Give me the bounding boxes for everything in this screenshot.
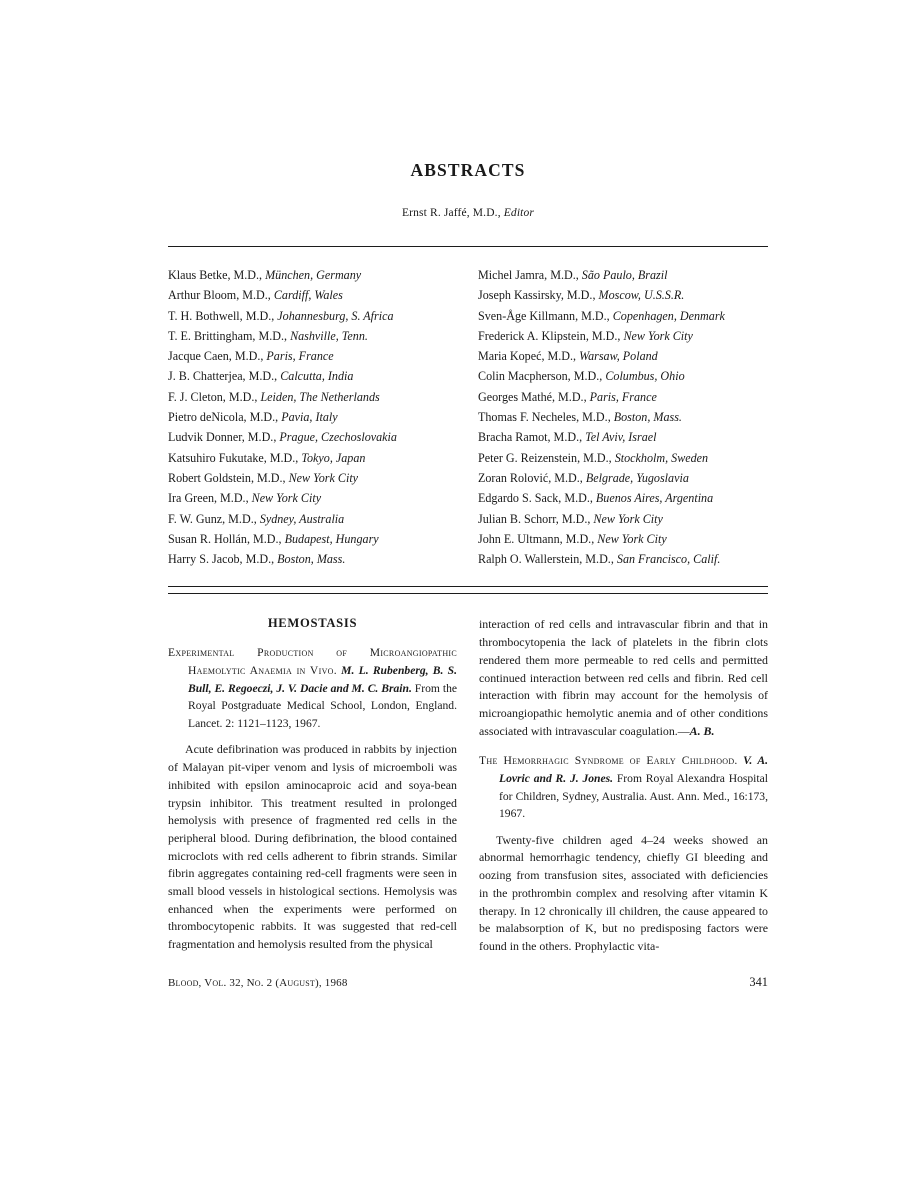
board-member-place: Pavia, Italy [281, 410, 338, 425]
divider-top [168, 246, 768, 247]
board-member-name: Klaus Betke, M.D., [168, 268, 263, 282]
board-member-place: Paris, France [266, 349, 334, 364]
board-member-place: New York City [251, 491, 322, 506]
board-member-name: Susan R. Hollán, M.D., [168, 531, 282, 546]
abstract-gap [479, 740, 768, 752]
board-member-place: New York City [288, 470, 359, 485]
board-entry [168, 468, 458, 488]
board-member-place: New York City [597, 531, 667, 546]
board-member-name: Zoran Rolović, M.D., [478, 470, 583, 485]
board-member-place: Nashville, Tenn. [290, 328, 368, 343]
board-member-name: F. W. Gunz, M.D., [168, 511, 257, 526]
editor-role: Editor [503, 207, 535, 219]
board-member-place: San Francisco, Calif. [616, 552, 721, 567]
board-entry [168, 549, 458, 569]
board-member-name: Joseph Kassirsky, M.D., [478, 288, 596, 303]
board-entry [478, 326, 768, 346]
board-entry [478, 407, 768, 427]
board-member-place: Stockholm, Sweden [614, 450, 709, 465]
board-member-place: Johannesburg, S. Africa [277, 308, 394, 323]
board-member-name: Ira Green, M.D., [168, 491, 249, 506]
abstract-1-attribution: A. B. [689, 723, 715, 738]
board-member-name: Michel Jamra, M.D., [478, 268, 579, 282]
board-member-place: Warsaw, Poland [579, 349, 658, 364]
board-member-place: München, Germany [265, 268, 362, 282]
page-title: ABSTRACTS [410, 160, 526, 180]
board-member-place: Prague, Czechoslovakia [279, 430, 397, 445]
board-member-place: Calcutta, India [280, 369, 354, 384]
journal-page [168, 0, 768, 1188]
abstract-1-title-text: Experimental Production of Microangiopathic Haemolytic Anaemia in Vivo. [168, 646, 457, 678]
section-heading-hemostasis: HEMOSTASIS [267, 616, 358, 631]
board-entry [168, 285, 458, 305]
board-member-name: Harry S. Jacob, M.D., [168, 552, 275, 567]
abstract-2-title-text: The Hemorrhagic Syndrome of Early Childhood. [479, 754, 738, 768]
masthead [168, 0, 768, 219]
board-member-name: Colin Macpherson, M.D., [478, 369, 603, 384]
board-member-place: Tel Aviv, Israel [585, 430, 657, 445]
board-member-place: São Paulo, Brazil [581, 268, 668, 282]
abstracts-column-right [479, 616, 768, 955]
board-entry [478, 285, 768, 305]
board-member-name: Ralph O. Wallerstein, M.D., [478, 552, 614, 567]
board-entry [168, 529, 458, 549]
board-member-name: T. H. Bothwell, M.D., [168, 308, 275, 323]
board-member-name: Edgardo S. Sack, M.D., [478, 491, 593, 506]
board-entry [478, 306, 768, 326]
board-entry [478, 346, 768, 366]
board-member-place: Buenos Aires, Argentina [595, 491, 714, 506]
editor-line [168, 207, 768, 219]
abstract-2-source: From Royal Alexandra Hospital for Children, Sydney, Australia. Aust. Ann. Med., 16:173, 1967. [499, 771, 768, 821]
board-entry [478, 427, 768, 447]
board-entry [478, 387, 768, 407]
board-entry [168, 366, 458, 386]
board-member-name: Sven-Åge Killmann, M.D., [478, 308, 610, 323]
board-member-name: J. B. Chatterjea, M.D., [168, 369, 278, 384]
board-member-place: Belgrade, Yugoslavia [585, 470, 689, 485]
board-member-name: Peter G. Reizenstein, M.D., [478, 450, 612, 465]
board-member-name: Georges Mathé, M.D., [478, 389, 587, 404]
board-member-name: Jacque Caen, M.D., [168, 349, 264, 364]
abstracts-body [168, 616, 768, 955]
abstract-2-authors: V. A. Lovric and R. J. Jones. [499, 754, 768, 785]
board-member-place: Cardiff, Wales [273, 288, 343, 303]
board-entry [478, 529, 768, 549]
editorial-board [168, 265, 768, 569]
board-entry [478, 265, 768, 285]
board-member-place: Moscow, U.S.S.R. [598, 288, 685, 303]
board-entry [478, 509, 768, 529]
board-member-name: Arthur Bloom, M.D., [168, 288, 271, 303]
board-member-place: Copenhagen, Denmark [612, 308, 725, 323]
board-column-right [478, 265, 768, 569]
abstract-1-body-part-2 [479, 616, 768, 740]
abstract-1-body-continuation: interaction of red cells and intravascular fibrin and that in thrombocytopenia the lack of platelets in the fibrin clots rendered them more permeable to red cells and permitted continued interaction between red cells and fibrin. Red cell interaction with fibrin may account for the hemolysis of microangiopathic hemolytic anemia and of other conditions associated with intravascular coagulation.— [479, 617, 768, 738]
board-entry [168, 427, 458, 447]
abstracts-column-left [168, 616, 457, 955]
board-member-place: Budapest, Hungary [284, 531, 379, 546]
board-member-place: Boston, Mass. [277, 552, 346, 567]
board-member-name: John E. Ultmann, M.D., [478, 531, 595, 546]
board-member-name: Thomas F. Necheles, M.D., [478, 410, 611, 425]
abstract-1-title [168, 644, 457, 732]
abstract-1-source: From the Royal Postgraduate Medical School, London, England. Lancet. 2: 1121–1123, 1967. [188, 681, 458, 730]
board-member-name: Katsuhiro Fukutake, M.D., [168, 450, 299, 465]
board-entry [168, 488, 458, 508]
board-member-place: Tokyo, Japan [301, 450, 366, 465]
board-entry [168, 265, 458, 285]
board-member-name: Julian B. Schorr, M.D., [478, 511, 591, 526]
board-entry [478, 468, 768, 488]
abstract-1-body-part-1: Acute defibrination was produced in rabbits by injection of Malayan pit-viper venom and lysis of microemboli was inhibited with epsilon aminocaproic acid and soya-bean trypsin inhibitor. This treatment resulted in prolonged hemolysis with presence of fragmented red cells in the peripheral blood. During defibrination, the blood contained microclots with red cells adherent to fibrin strands. Similar fibrin aggregates containing red-cell fragments were seen in small blood vessels in histological sections. Hemolysis was enhanced when the experiments were performed on thrombocytopenic rabbits. It was suggested that red-cell fragmentation and hemolysis resulted from the physical [168, 742, 457, 952]
board-member-place: Boston, Mass. [613, 410, 682, 425]
board-member-place: New York City [623, 328, 693, 343]
board-entry [478, 488, 768, 508]
board-member-name: T. E. Brittingham, M.D., [168, 328, 288, 343]
board-member-place: Columbus, Ohio [605, 369, 685, 384]
abstract-2-body: Twenty-five children aged 4–24 weeks showed an abnormal hemorrhagic tendency, chiefly GI bleeding and oozing from transfusion sites, associated with deficiencies in the prothrombin complex and resolving after vitamin K therapy. In 12 chronically ill children, the cause appeared to be malabsorption of K, but no predisposing factors were found in the others. Prophylactic vita- [479, 832, 768, 953]
board-entry [478, 448, 768, 468]
board-entry [168, 448, 458, 468]
board-member-name: Ludvik Donner, M.D., [168, 430, 277, 445]
board-entry [478, 366, 768, 386]
editor-name: Ernst R. Jaffé, M.D., [401, 207, 501, 219]
board-entry [168, 326, 458, 346]
page-footer [168, 975, 768, 990]
board-member-place: Paris, France [589, 389, 657, 404]
board-member-place: New York City [593, 511, 663, 526]
board-member-place: Sydney, Australia [259, 511, 345, 526]
board-entry [478, 549, 768, 569]
board-entry [168, 407, 458, 427]
divider-double [168, 586, 768, 594]
board-entry [168, 387, 458, 407]
board-member-name: Pietro deNicola, M.D., [168, 410, 279, 425]
abstract-1-authors: M. L. Rubenberg, B. S. Bull, E. Regoeczi, J. V. Dacie and M. C. Brain. [188, 664, 457, 695]
board-entry [168, 346, 458, 366]
board-member-name: Bracha Ramot, M.D., [478, 430, 583, 445]
board-member-name: Robert Goldstein, M.D., [168, 470, 286, 485]
footer-citation: Blood, Vol. 32, No. 2 (August), 1968 [168, 977, 348, 989]
board-member-place: Leiden, The Netherlands [260, 389, 380, 404]
board-member-name: Frederick A. Klipstein, M.D., [478, 328, 621, 343]
board-member-name: Maria Kopeć, M.D., [478, 349, 577, 364]
board-entry [168, 306, 458, 326]
abstract-2-title [479, 752, 768, 822]
board-column-left [168, 265, 458, 569]
footer-page-number: 341 [749, 975, 768, 989]
board-member-name: F. J. Cleton, M.D., [168, 389, 258, 404]
board-entry [168, 509, 458, 529]
